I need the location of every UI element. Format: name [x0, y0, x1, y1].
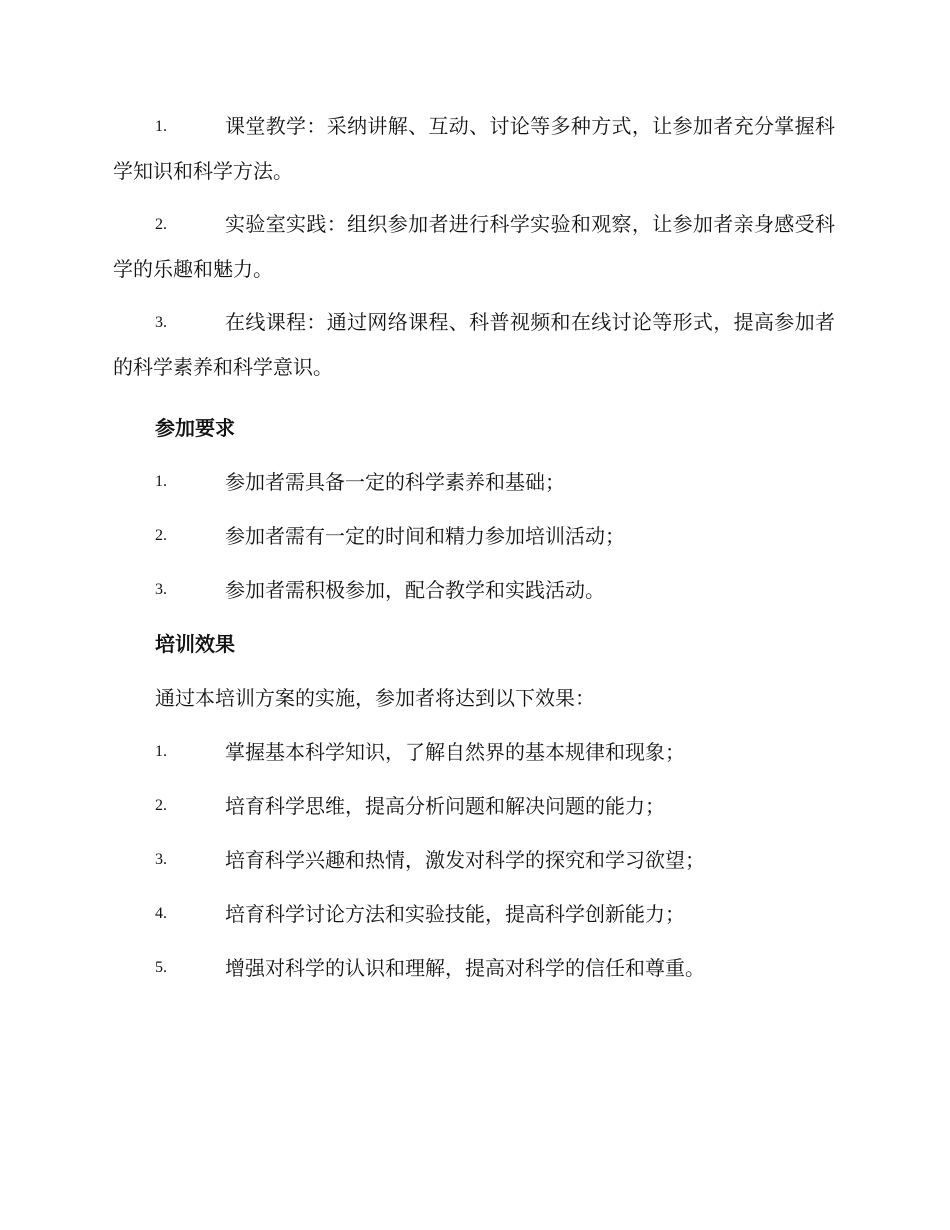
list-number: 1. [155, 473, 167, 490]
list-text: 参加者需积极参加，配合教学和实践活动。 [225, 578, 605, 602]
list-item [113, 896, 835, 932]
list-item [113, 842, 835, 878]
list-number: 3. [155, 314, 167, 331]
section-heading-effects: 培训效果 [155, 632, 235, 656]
document-content [113, 104, 835, 1004]
list-item [113, 788, 835, 824]
list-text: 增强对科学的认识和理解，提高对科学的信任和尊重。 [225, 956, 705, 980]
list-number: 2. [155, 527, 167, 544]
list-number: 3. [155, 851, 167, 868]
list-number: 2. [155, 216, 167, 233]
list-number: 1. [155, 743, 167, 760]
list-number: 3. [155, 581, 167, 598]
list-number: 2. [155, 797, 167, 814]
list-number: 4. [155, 905, 167, 922]
list-text: 课堂教学：采纳讲解、互动、讨论等多种方式，让参加者充分掌握科学知识和科学方法。 [113, 114, 835, 183]
section-intro: 通过本培训方案的实施，参加者将达到以下效果： [155, 686, 595, 710]
list-item [113, 734, 835, 770]
list-text: 在线课程：通过网络课程、科普视频和在线讨论等形式，提高参加者的科学素养和科学意识。 [113, 310, 835, 379]
list-text: 培育科学讨论方法和实验技能，提高科学创新能力； [225, 902, 685, 926]
list-item [113, 300, 835, 390]
list-text: 实验室实践：组织参加者进行科学实验和观察，让参加者亲身感受科学的乐趣和魅力。 [113, 212, 835, 281]
list-item [113, 518, 835, 554]
list-number: 5. [155, 959, 167, 976]
list-item [113, 950, 835, 986]
list-item [113, 464, 835, 500]
list-text: 掌握基本科学知识，了解自然界的基本规律和现象； [225, 740, 685, 764]
list-text: 参加者需具备一定的科学素养和基础； [225, 470, 565, 494]
list-text: 培育科学思维，提高分析问题和解决问题的能力； [225, 794, 665, 818]
list-item [113, 104, 835, 194]
list-text: 参加者需有一定的时间和精力参加培训活动； [225, 524, 625, 548]
list-item [113, 572, 835, 608]
list-text: 培育科学兴趣和热情，激发对科学的探究和学习欲望； [225, 848, 705, 872]
section-heading-requirements: 参加要求 [155, 416, 235, 440]
list-item [113, 202, 835, 292]
list-number: 1. [155, 118, 167, 135]
